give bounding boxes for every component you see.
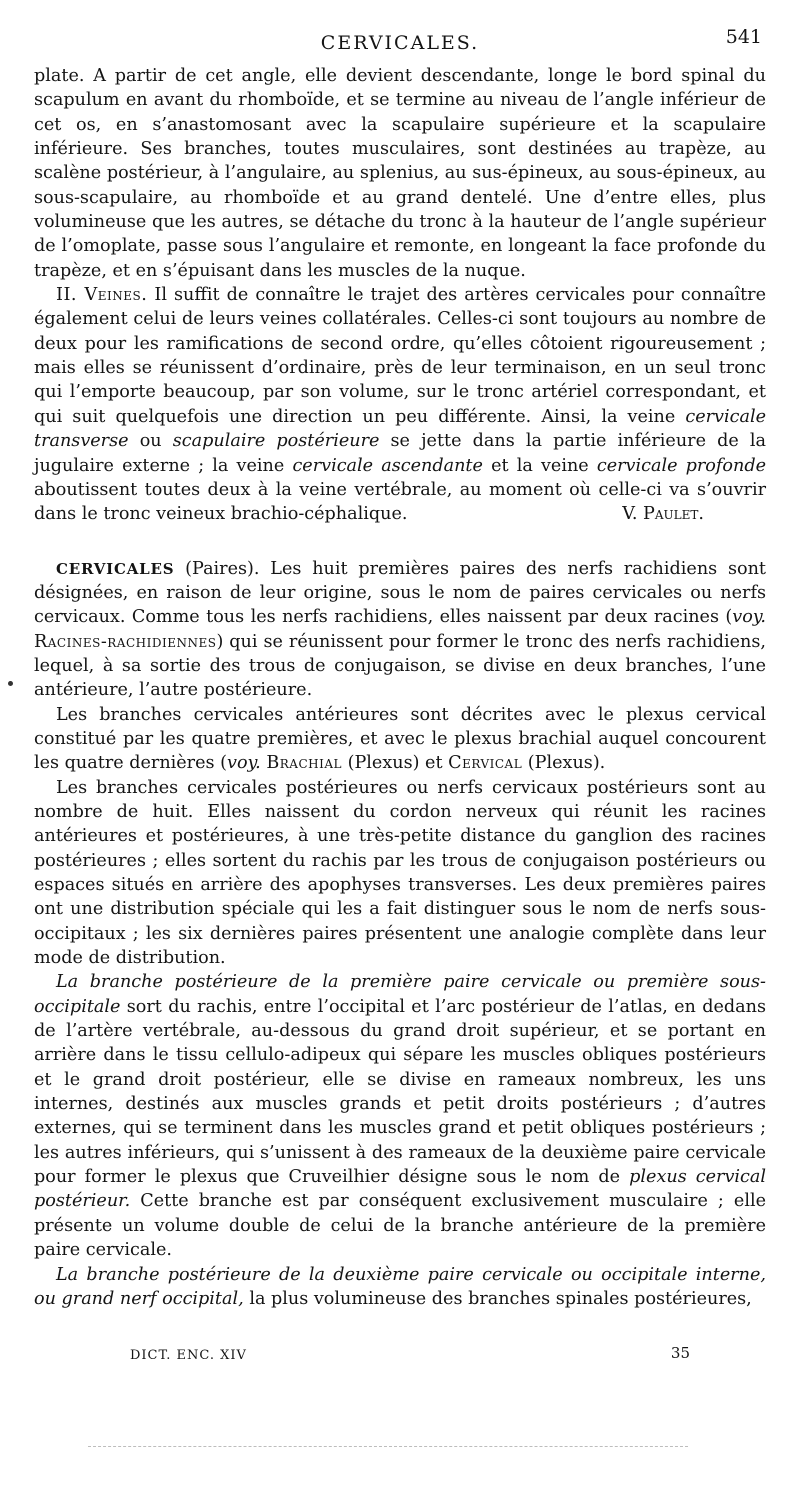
paragraph-posterieures — [34, 776, 766, 971]
italic-term: cervicale ascendante — [292, 455, 483, 476]
italic-term: La branche postérieure de la deuxième paire cervicale ou occipitale interne, ou grand nerf occipital, — [34, 1264, 766, 1309]
margin-mark — [8, 681, 13, 686]
paragraph-text: se jette dans la partie inférieure de la jugulaire externe ; la veine — [34, 431, 767, 476]
cross-reference: Racines-rachidiennes — [34, 631, 217, 652]
running-head — [30, 26, 770, 56]
paragraph-text: plate. A partir de cet angle, elle devient descendante, longe le bord spinal du scapulum en avant du rhomboïde, et se termine au niveau de l’angle inférieur de cet os, en s’anastomosant avec la scapulaire supérieure et la scapulaire inférieure. Ses branches, toutes musculaires, sont destinées au trapèze, au scalène postérieur, à l’angulaire, au splenius, au sus-épineux, au sous-épineux, au sous-scapulaire, au rhomboïde et au grand dentelé. Une d’entre elles, plus volumineuse que les autres, se détache du tronc à la hauteur de l’angle supérieur de l’omoplate, passe sous l’angulaire et remonte, en longeant la face profonde du trapèze, et en s’épuisant dans les muscles de la nuque. — [34, 66, 766, 281]
paragraph-text: (Paires). Les huit premières paires des nerfs rachidiens sont désignées, en raison de leur origine, sous le nom de paires cervicales ou nerfs cervicaux. Comme tous les nerfs rachidiens, elles naissent par deux racines ( — [34, 558, 766, 628]
paragraph-text: ou — [139, 431, 162, 452]
page-footer — [130, 1344, 690, 1370]
paragraph-text: la plus volumineuse des branches spinales postérieures, — [249, 1288, 752, 1309]
paragraph-text: Les branches cervicales postérieures ou nerfs cervicaux postérieurs sont au nombre de huit. Elles naissent du cordon nerveux qui réunit les racines antérieures et postérieures, à une très-petite distance du ganglion des racines postérieures ; elles sortent du rachis par les trous de conjugaison postérieurs ou espaces situés en arrière des apophyses transverses. Les deux premières paires ont une distribution spéciale qui les a fait distinguer sous le nom de nerfs sous-occipitaux ; les six dernières paires présentent une analogie complète dans leur mode de distribution. — [34, 777, 766, 969]
paragraph-text: Les branches cervicales antérieures sont décrites avec le plexus cervical constitué par les quatre premières, et avec le plexus brachial auquel concourent les quatre dernières ( — [34, 704, 766, 774]
running-title: CERVICALES. — [320, 32, 480, 54]
bottom-rule — [88, 1446, 688, 1447]
cross-reference-voy: voy. — [227, 753, 261, 774]
paragraph-paires — [34, 557, 766, 703]
italic-term: plexus cervical postérieur. — [34, 1167, 766, 1212]
paragraph-veines — [34, 283, 766, 526]
paragraph-text: sort du rachis, entre l’occipital et l’arc postérieur de l’atlas, en dedans de l’artère vertébrale, au-dessous du grand droit supérieur, et se portant en arrière dans le tissu cellulo-adipeux qui sépare les muscles obliques postérieurs et le grand droit postérieur, elle se divise en rameaux nombreux, les uns internes, destinés aux muscles grands et petit droits postérieurs ; d’autres externes, qui se terminent dans les muscles grand et petit obliques postérieurs ; les autres inférieurs, qui s’unissent à des rameaux de la deuxième paire cervicale pour former le plexus que Cruveilhier désigne sous le nom de — [34, 996, 767, 1188]
italic-term: La branche postérieure de la première paire cervicale ou première sous-occipitale — [34, 972, 766, 1017]
paragraph-text: (Plexus). — [527, 753, 606, 774]
paragraph-text: et la veine — [491, 455, 589, 476]
paragraph-arteries-end — [34, 64, 766, 283]
paragraph-text: ) qui se réunissent pour former le tronc des nerfs rachidiens, lequel, à sa sortie des trous de conjugaison, se divise en deux branches, l’une antérieure, l’autre postérieure. — [34, 631, 766, 701]
section-label: II. Veines. — [56, 285, 148, 306]
paragraph-text: aboutissent toutes deux à la veine vertébrale, au moment où celle-ci va s’ouvrir dans le tronc veineux brachio-céphalique. — [34, 479, 766, 525]
body-text — [34, 64, 766, 1311]
italic-term: scapulaire postérieure — [172, 431, 380, 452]
cross-reference-voy: voy. — [732, 607, 766, 628]
paragraph-text: Il suffit de connaître le trajet des artères cervicales pour connaître également celui de leurs veines collatérales. Celles-ci sont toujours au nombre de deux pour les ramifications de second ordre, qu’elles côtoient rigoureusement ; mais elles se réunissent d’ordinaire, près de leur terminaison, en un seul tronc qui l’emporte beaucoup, par son volume, sur le tronc artériel correspondant, et qui suit quelquefois une direction un peu différente. Ainsi, la veine — [34, 285, 766, 427]
paragraph-text: (Plexus) et — [347, 753, 443, 774]
entry-headword: CERVICALES — [56, 559, 175, 578]
paragraph-premiere-paire — [34, 970, 766, 1262]
italic-term: cervicale profonde — [596, 455, 767, 476]
cross-reference: Brachial — [266, 753, 342, 774]
signature-mark: DICT. ENC. XIV — [130, 1348, 247, 1363]
paragraph-text: Cette branche est par conséquent exclusivement musculaire ; elle présente un volume double de celui de la branche antérieure de la première paire cervicale. — [34, 1191, 766, 1261]
sheet-number: 35 — [670, 1344, 690, 1362]
paragraph-anterieures — [34, 703, 766, 776]
author-signature: V. Paulet. — [622, 504, 704, 525]
cross-reference: Cervical — [448, 753, 523, 774]
italic-term: cervicale transverse — [34, 406, 766, 452]
paragraph-deuxieme-paire — [34, 1263, 766, 1312]
page-number: 541 — [725, 26, 762, 48]
